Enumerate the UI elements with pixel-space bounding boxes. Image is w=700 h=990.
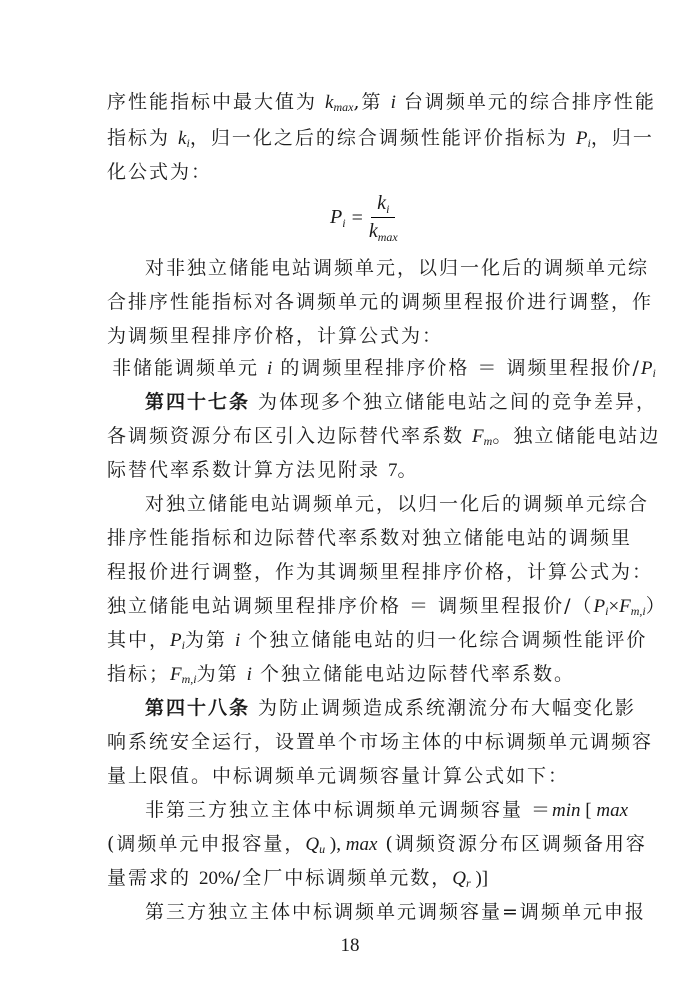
text-segment: 序性能指标中最大值为 (107, 91, 326, 113)
text-segment: 对独立储能电站调频单元，以归一化后的调频单元综合 (145, 493, 650, 515)
text-segment: 非储能调频单元 (112, 357, 268, 379)
text-segment: 为第 (196, 663, 247, 685)
text-line (107, 526, 633, 550)
text-segment: 量上限值。中标调频单元调频容量计算公式如下： (107, 765, 570, 787)
math-symbol: Q (305, 834, 320, 855)
math-subscript: i (181, 638, 185, 652)
text-line (145, 492, 650, 516)
text-segment: 为体现多个独立储能电站之间的竞争差异， (250, 391, 658, 413)
text-line (107, 560, 654, 584)
text-segment: × (608, 596, 620, 617)
text-line (107, 866, 593, 890)
text-segment: 各调频资源分布区引入边际替代率系数 (107, 425, 473, 447)
math-subscript: m (483, 434, 493, 448)
text-line (107, 764, 569, 788)
article-heading: 第四十八条 (145, 697, 251, 719)
math-symbol: i (235, 630, 241, 651)
formula-lhs-symbol: P (330, 206, 343, 228)
math-symbol: P (593, 596, 606, 617)
text-line (107, 832, 647, 856)
math-symbol: F (619, 596, 631, 617)
math-symbol: P (170, 630, 182, 651)
math-subscript: m,i (181, 672, 197, 686)
math-symbol: i (267, 358, 273, 379)
text-segment: 个独立储能电站边际替代率系数。 (251, 663, 575, 685)
math-symbol: k (178, 128, 187, 149)
text-segment: 独立储能电站调频里程排序价格 ＝ 调频里程报价/（ (107, 595, 594, 617)
text-segment: 对非独立储能电站调频单元，以归一化后的调频单元综 (145, 257, 650, 279)
math-symbol: i (390, 92, 396, 113)
text-segment: 的调频里程排序价格 ＝ 调频里程报价/ (272, 357, 641, 379)
math-subscript: r (466, 876, 471, 890)
math-symbol: i (246, 664, 252, 685)
text-segment: 排序性能指标和边际替代率系数对独立储能电站的调频里 (107, 527, 633, 549)
text-segment: 际替代率系数计算方法见附录 (107, 459, 389, 481)
text-line (107, 628, 648, 652)
text-segment: 。独立储能电站边 (492, 425, 661, 447)
text-segment: 为防止调频造成系统潮流分布大幅变化影 (250, 697, 637, 719)
text-segment: (调频单元申报容量， (107, 833, 306, 855)
text-segment: 7 (388, 460, 398, 481)
math-subscript: i (587, 136, 591, 150)
math-symbol: min (552, 800, 581, 821)
normalization-formula (330, 192, 398, 243)
math-subscript: m,i (630, 604, 646, 618)
text-line (107, 290, 654, 314)
text-segment: (调频资源分布区调频备用容 (377, 833, 647, 855)
math-subscript: i (652, 366, 656, 380)
text-line (107, 160, 212, 184)
text-line (145, 696, 637, 720)
text-segment: 第三方独立主体中标调频单元调频容量=调频单元申报 (145, 901, 646, 923)
math-symbol: max (596, 800, 629, 821)
text-segment: ，归一 (590, 127, 654, 149)
formula-equals: = (351, 206, 363, 229)
text-line (107, 458, 419, 482)
text-line (107, 594, 667, 618)
text-segment: ), (325, 834, 346, 855)
text-line (107, 730, 654, 754)
text-line (145, 256, 650, 280)
text-segment: )] (470, 868, 489, 889)
math-symbol: P (640, 358, 653, 379)
text-segment: 指标； (107, 663, 171, 685)
text-segment: 为第 (184, 629, 236, 651)
formula-lhs (330, 206, 346, 229)
denominator-subscript: max (377, 230, 398, 244)
math-subscript: u (319, 842, 326, 856)
text-segment: 其中， (107, 629, 171, 651)
math-subscript: i (605, 604, 609, 618)
text-line (107, 90, 656, 114)
math-symbol: P (575, 128, 588, 149)
math-subscript: i (186, 136, 190, 150)
text-line (107, 126, 654, 150)
text-segment: 化公式为： (107, 161, 213, 183)
formula-fraction (369, 192, 398, 243)
text-segment: [ (580, 800, 597, 821)
formula-lhs-subscript: i (342, 216, 346, 230)
math-symbol: max (345, 834, 378, 855)
text-segment: 。 (397, 459, 419, 481)
page-number: 18 (340, 935, 360, 956)
formula-denominator (369, 218, 398, 243)
text-segment: 程报价进行调整，作为其调频里程排序价格，计算公式为： (107, 561, 654, 583)
text-line (107, 424, 661, 448)
text-segment: 非第三方独立主体中标调频单元调频容量 ＝ (145, 799, 553, 821)
text-segment: 量需求的 (107, 867, 200, 889)
math-symbol: F (170, 664, 182, 685)
text-segment: 20% (199, 868, 234, 889)
text-segment: ,第 (353, 91, 391, 113)
text-segment: /全厂中标调频单元数， (233, 867, 453, 889)
text-line (107, 662, 593, 686)
text-segment: 个独立储能电站的归一化综合调频性能评价 (240, 629, 648, 651)
math-subscript: max (333, 100, 354, 114)
math-symbol: F (472, 426, 484, 447)
text-line (145, 798, 629, 822)
math-symbol: Q (452, 868, 467, 889)
numerator-symbol: k (377, 192, 387, 214)
text-segment: 为调频里程排序价格，计算公式为： (107, 325, 444, 347)
text-segment: 响系统安全运行，设置单个市场主体的中标调频单元调频容 (107, 731, 654, 753)
text-segment: ，归一化之后的综合调频性能评价指标为 (189, 127, 576, 149)
text-line (145, 900, 646, 924)
formula-numerator (371, 192, 395, 218)
text-segment: 指标为 (107, 127, 179, 149)
denominator-symbol: k (368, 220, 378, 242)
text-segment: ） (645, 595, 667, 617)
text-line (145, 390, 658, 414)
text-line (112, 356, 656, 380)
text-line (107, 324, 443, 348)
text-segment: 合排序性能指标对各调频单元的调频里程报价进行调整，作 (107, 291, 654, 313)
numerator-subscript: i (386, 202, 390, 216)
math-symbol: k (325, 92, 334, 113)
text-segment: 台调频单元的综合排序性能 (395, 91, 656, 113)
article-heading: 第四十七条 (145, 391, 251, 413)
